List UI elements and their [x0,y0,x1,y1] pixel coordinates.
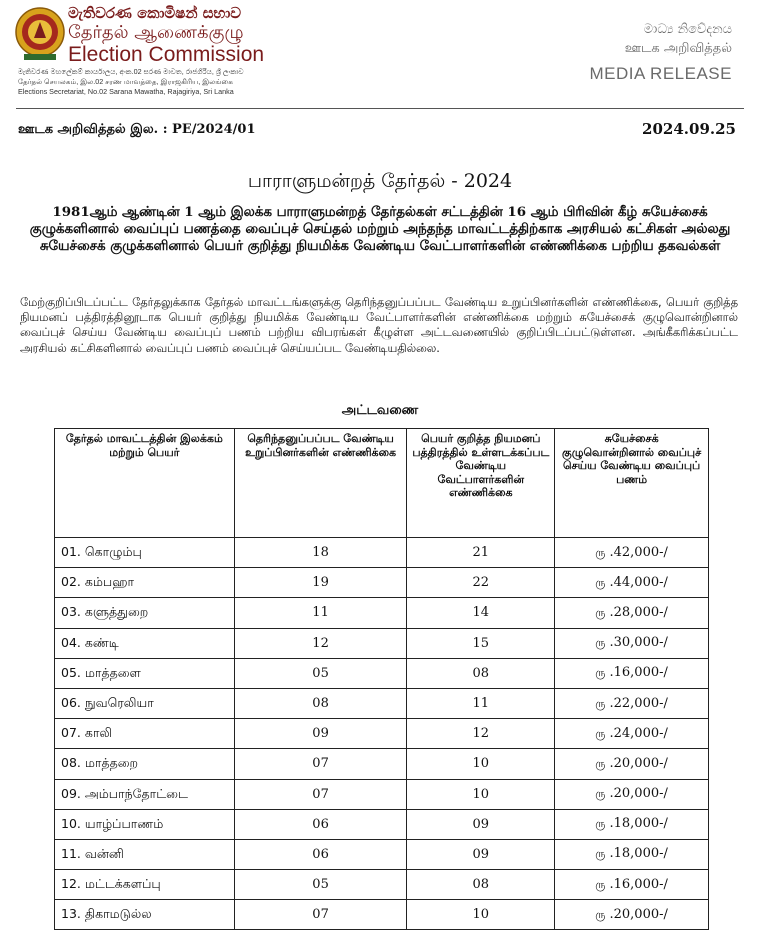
deposit-amount-cell [555,719,709,749]
deposit-amount-cell [555,839,709,869]
table-row [55,839,709,869]
deposit-amount-cell [555,809,709,839]
district-name: 05. மாத்தளை [55,658,235,688]
deposit-amount: .16,000-/ [609,876,668,892]
table-row [55,538,709,568]
table-header-row [55,429,709,538]
deposit-amount: .30,000-/ [609,635,668,651]
deposit-amount-cell [555,538,709,568]
page-title: பாராளுமன்றத் தேர்தல் - 2024 [247,170,513,192]
currency-label: ரு [595,756,606,770]
deposit-amount-cell [555,900,709,930]
header-candidates: பெயர் குறித்த நியமனப் பத்திரத்தில் உள்ளடக்கப்பட வேண்டிய வேட்பாளர்களின் எண்ணிக்கை [407,429,555,538]
deposit-amount-cell [555,598,709,628]
members-count: 08 [234,688,407,718]
currency-label: ரு [595,636,606,650]
candidates-count: 09 [407,809,555,839]
page-subtitle: 1981ஆம் ஆண்டின் 1 ஆம் இலக்க பாராளுமன்றத் தேர்தல்கள் சட்டத்தின் 16 ஆம் பிரிவின் கீழ் சுயேச்சைக் குழுக்களினால் வைப்புப் பணத்தை வைப்புச் செய்தல் மற்றும் அந்தந்த மாவட்டத்திற்காக அரசியல் கட்சிகள் அல்லது சுயேச்சைக் குழுக்களினால் பெயர் குறித்து நியமிக்க வேண்டிய வேட்பாளர்களின் எண்ணிக்கை பற்றிய தகவல்கள் [29,204,731,254]
address-tamil: தேர்தல் செயலகம், இல.02 சரண மாவத்தை, இராஜகிரிய, இலங்கை [18,77,233,86]
deposit-amount: .20,000-/ [609,786,668,802]
table-row [55,719,709,749]
candidates-count: 21 [407,538,555,568]
currency-label: ரு [595,575,606,589]
district-name: 08. மாத்தறை [55,749,235,779]
candidates-count: 14 [407,598,555,628]
sri-lanka-emblem-icon [14,4,66,64]
candidates-count: 08 [407,658,555,688]
district-table [54,428,709,930]
deposit-amount-cell [555,688,709,718]
members-count: 05 [234,658,407,688]
district-name: 10. யாழ்ப்பாணம் [55,809,235,839]
district-name: 13. திகாமடுல்ல [55,900,235,930]
members-count: 09 [234,719,407,749]
members-count: 19 [234,568,407,598]
address-english: Elections Secretariat, No.02 Sarana Mawatha, Rajagiriya, Sri Lanka [18,87,234,96]
deposit-amount: .42,000-/ [609,544,668,560]
currency-label: ரு [595,877,606,891]
currency-label: ரு [595,787,606,801]
header-divider [16,108,744,109]
members-count: 06 [234,809,407,839]
candidates-count: 10 [407,749,555,779]
media-release-english: MEDIA RELEASE [589,64,732,83]
members-count: 07 [234,900,407,930]
address-sinhala: මැතිවරණ මහලේකම් කාර්යාලය, අංක.02 සරණ මාවත, රාජගිරිය, ශ්‍රී ලංකාව [18,67,244,76]
deposit-amount: .24,000-/ [609,725,668,741]
table-row [55,568,709,598]
members-count: 05 [234,870,407,900]
currency-label: ரு [595,907,606,921]
media-release-sinhala: මාධ්‍ය නිවේදනය [643,22,732,37]
deposit-amount-cell [555,628,709,658]
deposit-amount: .28,000-/ [609,604,668,620]
district-name: 09. அம்பாந்தோட்டை [55,779,235,809]
district-name: 07. காலி [55,719,235,749]
table-row [55,779,709,809]
members-count: 07 [234,749,407,779]
org-name-sinhala: මැතිවරණ කොමිෂන් සභාව [68,4,242,22]
table-row [55,598,709,628]
district-name: 04. கண்டி [55,628,235,658]
header-members: தெரிந்தனுப்பப்பட வேண்டிய உறுப்பினர்களின் எண்ணிக்கை [234,429,407,538]
deposit-amount: .16,000-/ [609,665,668,681]
candidates-count: 22 [407,568,555,598]
candidates-count: 11 [407,688,555,718]
table-caption: அட்டவணை [341,403,419,418]
candidates-count: 10 [407,779,555,809]
members-count: 07 [234,779,407,809]
currency-label: ரு [595,545,606,559]
letterhead [0,0,760,110]
district-name: 06. நுவரெலியா [55,688,235,718]
table-row [55,658,709,688]
currency-label: ரு [595,696,606,710]
district-name: 02. கம்பஹா [55,568,235,598]
deposit-amount: .18,000-/ [609,816,668,832]
district-name: 01. கொழும்பு [55,538,235,568]
candidates-count: 09 [407,839,555,869]
members-count: 11 [234,598,407,628]
deposit-amount: .18,000-/ [609,846,668,862]
deposit-amount: .20,000-/ [609,755,668,771]
header-district: தேர்தல் மாவட்டத்தின் இலக்கம் மற்றும் பெயர் [55,429,235,538]
currency-label: ரு [595,817,606,831]
table-row [55,900,709,930]
members-count: 06 [234,839,407,869]
table-row [55,688,709,718]
district-name: 03. களுத்துறை [55,598,235,628]
currency-label: ரு [595,666,606,680]
candidates-count: 08 [407,870,555,900]
media-release-tamil: ஊடக அறிவித்தல் [624,41,732,56]
district-name: 12. மட்டக்களப்பு [55,870,235,900]
release-date: 2024.09.25 [642,120,736,138]
deposit-amount: .20,000-/ [609,906,668,922]
table-row [55,870,709,900]
table-row [55,749,709,779]
table-row [55,628,709,658]
currency-label: ரு [595,847,606,861]
deposit-amount: .44,000-/ [609,574,668,590]
deposit-amount-cell [555,568,709,598]
org-name-english: Election Commission [68,43,265,66]
members-count: 18 [234,538,407,568]
deposit-amount-cell [555,658,709,688]
deposit-amount-cell [555,870,709,900]
currency-label: ரு [595,605,606,619]
body-paragraph: மேற்குறிப்பிடப்பட்ட தேர்தலுக்காக தேர்தல் மாவட்டங்களுக்கு தெரிந்தனுப்பப்பட வேண்டிய உறுப்பினர்களின் எண்ணிக்கை, பெயர் குறித்த நியமனப் பத்திரத்தினூடாக பெயர் குறித்து நியமிக்க வேண்டிய வேட்பாளர்களின் எண்ணிக்கை மற்றும் சுயேச்சைக் குழுவொன்றினால் வைப்புச் செய்ய வேண்டிய வைப்புப் பணம் பற்றிய விபரங்கள் கீழுள்ள அட்டவணையில் குறிப்பிடப்பட்டுள்ளன. அங்கீகரிக்கப்பட்ட அரசியல் கட்சிகளினால் வைப்புப் பணம் வைப்புச் செய்யப்பட வேண்டியதில்லை. [20,295,738,355]
table-body [55,538,709,930]
deposit-amount: .22,000-/ [609,695,668,711]
deposit-amount-cell [555,779,709,809]
release-number: ஊடக அறிவித்தல் இல. : PE/2024/01 [18,122,256,137]
district-name: 11. வன்னி [55,839,235,869]
candidates-count: 10 [407,900,555,930]
org-name-tamil: தேர்தல் ஆணைக்குழு [68,22,244,43]
currency-label: ரு [595,726,606,740]
table-row [55,809,709,839]
candidates-count: 12 [407,719,555,749]
members-count: 12 [234,628,407,658]
deposit-amount-cell [555,749,709,779]
candidates-count: 15 [407,628,555,658]
header-deposit: சுயேச்சைக் குழுவொன்றினால் வைப்புச் செய்ய வேண்டிய வைப்புப் பணம் [555,429,709,538]
